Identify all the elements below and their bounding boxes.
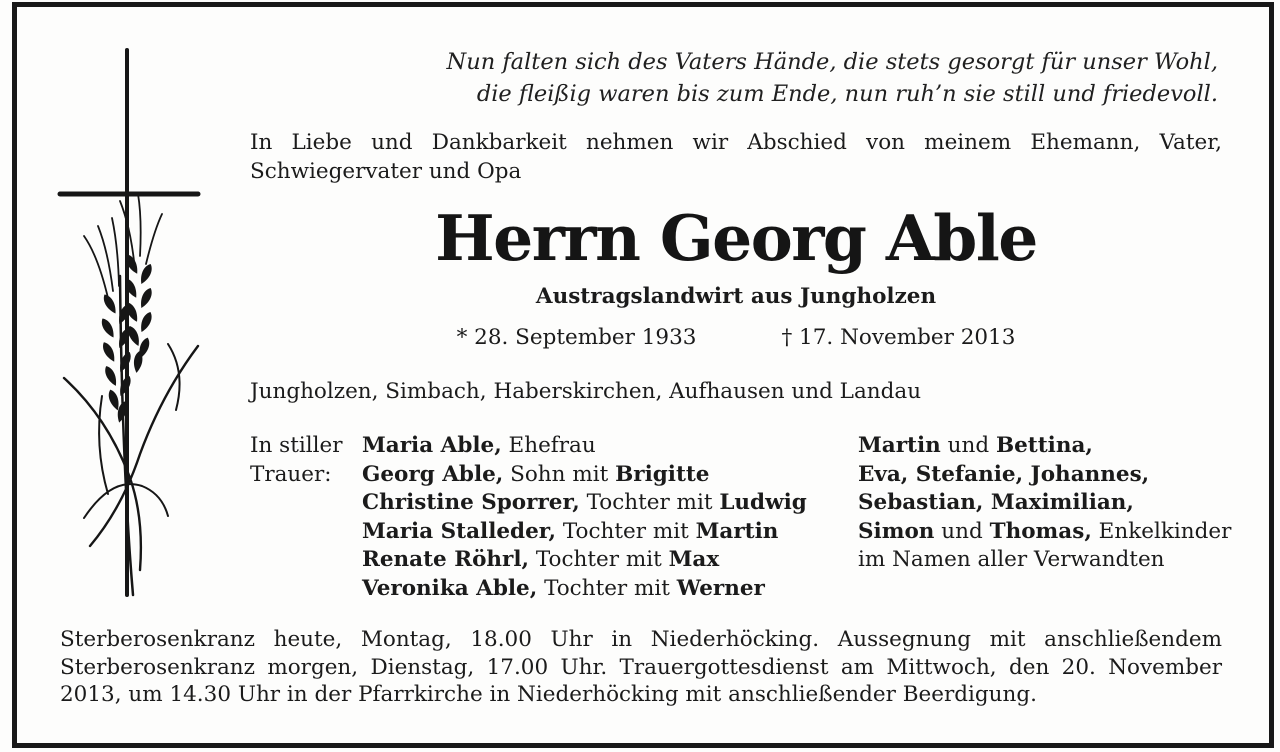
mourner-partner: Martin <box>695 518 779 544</box>
mourner-line <box>858 489 1231 518</box>
mourner-relation: Tochter mit <box>535 547 662 572</box>
life-dates <box>250 325 1222 350</box>
mourner-relation: Tochter mit <box>586 490 713 515</box>
cross-and-wheat-icon <box>50 46 210 606</box>
schedule-line-1: Sterberosenkranz heute, Montag, 18.00 Uhr in Niederhöcking. Aussegnung mit anschließendem <box>60 627 1222 652</box>
mourner-name: Renate Röhrl, <box>362 547 530 572</box>
mourning-label-line-1: In stiller <box>250 433 343 458</box>
death-date: † 17. November 2013 <box>781 325 1016 350</box>
mourner-relation: Tochter mit <box>544 575 670 601</box>
mourner-name: Eva, Stefanie, Johannes, <box>858 461 1150 487</box>
epigraph-line-2: die fleißig waren bis zum Ende, nun ruh’n sie still und friedevoll. <box>476 80 1218 107</box>
deceased-subtitle: Austragslandwirt aus Jungholzen <box>535 284 937 309</box>
epigraph <box>420 47 1218 110</box>
mourner-partner: Max <box>668 547 720 572</box>
mourner-connector: und <box>941 518 983 544</box>
mourner-line <box>362 461 807 490</box>
deceased-name: Herrn Georg Able <box>435 201 1037 275</box>
epigraph-line-1: Nun falten sich des Vaters Hände, die stets gesorgt für unser Wohl, <box>446 49 1218 75</box>
intro-line-1: In Liebe und Dankbarkeit nehmen wir Abschied von meinem Ehemann, Vater, <box>250 130 1222 155</box>
mourner-connector: und <box>947 433 990 458</box>
mourners-left-column <box>362 432 807 603</box>
mourner-name: Simon <box>858 518 935 544</box>
mourner-line <box>362 432 807 461</box>
mourner-relation: Ehefrau <box>508 433 596 458</box>
birth-date: * 28. September 1933 <box>456 325 697 350</box>
mourner-line <box>362 489 807 518</box>
mourner-name: Sebastian, Maximilian, <box>858 490 1134 515</box>
funeral-schedule <box>60 626 1222 709</box>
mourner-line <box>858 546 1231 575</box>
mourner-partner: Ludwig <box>719 490 807 515</box>
mourners-right-column <box>858 432 1231 575</box>
mourner-line <box>362 518 807 547</box>
mourner-line <box>362 546 807 575</box>
mourner-relation: Tochter mit <box>562 518 689 544</box>
mourner-line <box>858 461 1231 490</box>
mourner-relation: Enkelkinder <box>1098 518 1232 544</box>
mourner-name: Maria Able, <box>362 433 502 458</box>
schedule-line-2: Sterberosenkranz morgen, Dienstag, 17.00 Uhr. Trauergottesdienst am Mittwoch, den 20. November <box>60 654 1222 680</box>
mourner-line <box>858 432 1231 461</box>
mourner-line <box>858 518 1231 547</box>
intro-paragraph <box>250 129 1222 187</box>
places-line: Jungholzen, Simbach, Haberskirchen, Aufhausen und Landau <box>250 379 922 404</box>
intro-line-2: Schwiegervater und Opa <box>250 158 522 184</box>
mourner-name: Martin <box>858 433 941 458</box>
mourner-name: Bettina, <box>995 433 1093 458</box>
mourning-label <box>250 432 342 489</box>
mourner-name: Maria Stalleder, <box>362 518 557 544</box>
mourner-name: Georg Able, <box>362 461 504 487</box>
mourner-partner: Werner <box>676 575 765 601</box>
mourning-label-line-2: Trauer: <box>250 461 332 487</box>
mourner-line <box>362 575 807 604</box>
mourner-connector: im Namen aller Verwandten <box>858 547 1165 572</box>
schedule-line-3: 2013, um 14.30 Uhr in der Pfarrkirche in Niederhöcking mit anschließender Beerdigung. <box>60 682 1037 708</box>
mourner-name: Veronika Able, <box>362 575 538 601</box>
mourner-name: Thomas, <box>989 518 1092 544</box>
mourner-name: Christine Sporrer, <box>362 490 580 515</box>
mourner-partner: Brigitte <box>615 461 710 487</box>
mourner-relation: Sohn mit <box>510 461 609 487</box>
